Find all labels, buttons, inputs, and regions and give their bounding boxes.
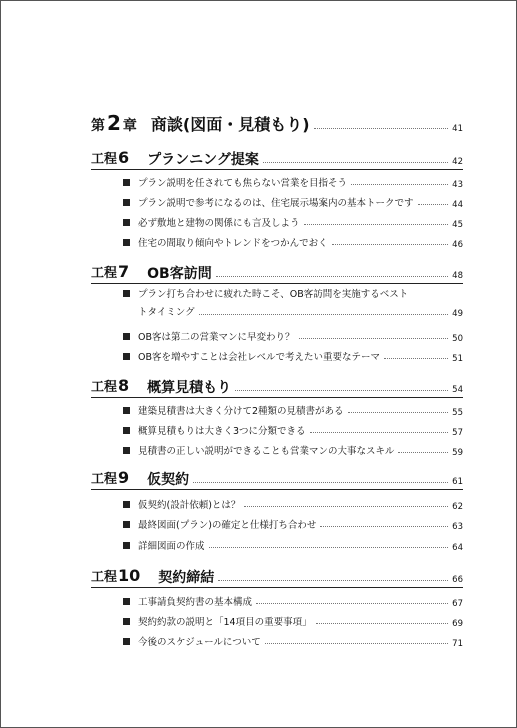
square-bullet-icon: [123, 501, 130, 508]
page-number: 51: [452, 353, 463, 364]
leader-dots: [216, 276, 448, 277]
entry-title: 概算見積もりは大きく3つに分類できる: [138, 425, 306, 437]
square-bullet-icon: [123, 598, 130, 605]
section-heading: [91, 261, 463, 284]
section-title: 仮契約: [147, 471, 190, 488]
entry-title: OB客は第二の営業マンに早変わり？: [138, 331, 295, 343]
square-bullet-icon: [123, 521, 130, 528]
square-bullet-icon: [123, 199, 130, 206]
square-bullet-icon: [123, 638, 130, 645]
page-number: 50: [452, 333, 463, 344]
entry-title: プラン打ち合わせに疲れた時こそ、OB客訪問を実施するベスト: [138, 289, 409, 300]
leader-dots: [304, 224, 449, 225]
entry-title: 詳細図面の作成: [138, 540, 205, 552]
leader-dots: [384, 358, 448, 359]
toc-entry: [123, 329, 463, 343]
leader-dots: [398, 452, 448, 453]
leader-dots: [256, 603, 448, 604]
page-number: 57: [452, 427, 463, 438]
square-bullet-icon: [123, 353, 130, 360]
square-bullet-icon: [123, 290, 130, 297]
leader-dots: [310, 432, 449, 433]
table-of-contents: [1, 1, 516, 727]
page-number: 45: [452, 219, 463, 230]
leader-dots: [418, 204, 449, 205]
toc-entry: [123, 235, 463, 249]
page-number: 42: [452, 156, 463, 167]
entry-title: プラン説明を任されても焦らない営業を目指そう: [138, 177, 348, 189]
entry-title: 工事請負契約書の基本構成: [138, 596, 253, 608]
page-number: 54: [452, 384, 463, 395]
toc-entry: [123, 175, 463, 189]
page-number: 63: [452, 521, 463, 532]
toc-entry: [123, 195, 463, 209]
leader-dots: [348, 412, 449, 413]
page-number: 71: [452, 638, 463, 649]
chapter-label: 第 2 章: [91, 111, 137, 135]
leader-dots: [263, 162, 448, 163]
entry-title: 契約約款の説明と「14項目の重要事項」: [138, 616, 312, 628]
page-number: 44: [452, 199, 463, 210]
section-label: 工程9: [91, 468, 130, 488]
entry-title: 見積書の正しい説明ができることも営業マンの大事なスキル: [138, 445, 395, 457]
entry-title: プラン説明で参考になるのは、住宅展示場案内の基本トークです: [138, 197, 414, 209]
square-bullet-icon: [123, 219, 130, 226]
leader-dots: [209, 547, 449, 548]
section-title: プランニング提案: [147, 151, 259, 168]
toc-entry: [123, 614, 463, 628]
toc-entry: [123, 497, 463, 511]
square-bullet-icon: [123, 542, 130, 549]
square-bullet-icon: [123, 618, 130, 625]
toc-entry: [123, 289, 463, 323]
page-number: 43: [452, 179, 463, 190]
page-number: 46: [452, 239, 463, 250]
section-heading: [91, 147, 463, 170]
page-number: 66: [452, 574, 463, 585]
section-heading: [91, 375, 463, 398]
toc-entry: [123, 538, 463, 552]
page-number: 59: [452, 447, 463, 458]
page-number: 67: [452, 598, 463, 609]
square-bullet-icon: [123, 333, 130, 340]
square-bullet-icon: [123, 427, 130, 434]
section-title: OB客訪問: [147, 265, 212, 282]
leader-dots: [199, 314, 449, 315]
leader-dots: [218, 580, 448, 581]
toc-entry: [123, 634, 463, 648]
leader-dots: [193, 482, 448, 483]
leader-dots: [265, 643, 448, 644]
leader-dots: [235, 390, 448, 391]
section-title: 契約締結: [158, 569, 215, 586]
chapter-title: 商談(図面・見積もり): [150, 115, 310, 134]
toc-entry: [123, 423, 463, 437]
page-number: 62: [452, 501, 463, 512]
leader-dots: [332, 244, 449, 245]
toc-entry: [123, 517, 463, 531]
section-label: 工程7: [91, 262, 130, 282]
leader-dots: [299, 338, 449, 339]
page-number: 64: [452, 542, 463, 553]
page-number: 55: [452, 407, 463, 418]
section-heading: [91, 467, 463, 490]
entry-title: 仮契約(設計依頼)とは？: [138, 499, 241, 511]
entry-title: 建築見積書は大きく分けて2種類の見積書がある: [138, 405, 344, 417]
entry-title-continued: トタイミング: [138, 307, 195, 319]
section-title: 概算見積もり: [147, 379, 232, 396]
page-number: 48: [452, 270, 463, 281]
square-bullet-icon: [123, 179, 130, 186]
entry-title: 住宅の間取り傾向やトレンドをつかんでおく: [138, 237, 328, 249]
entry-title: 必ず敷地と建物の関係にも言及しよう: [138, 217, 300, 229]
leader-dots: [314, 128, 449, 129]
chapter-heading: [91, 109, 463, 133]
section-label: 工程6: [91, 148, 130, 168]
toc-entry: [123, 349, 463, 363]
section-label: 工程8: [91, 376, 130, 396]
page-number: 69: [452, 618, 463, 629]
leader-dots: [316, 623, 449, 624]
leader-dots: [320, 526, 448, 527]
page-number: 49: [452, 309, 463, 320]
toc-entry: [123, 215, 463, 229]
toc-entry: [123, 403, 463, 417]
entry-title: OB客を増やすことは会社レベルで考えたい重要なテーマ: [138, 351, 380, 363]
page-number: 61: [452, 476, 463, 487]
toc-entry: [123, 594, 463, 608]
leader-dots: [351, 184, 448, 185]
section-heading: [91, 565, 463, 588]
square-bullet-icon: [123, 239, 130, 246]
entry-title: 今後のスケジュールについて: [138, 636, 261, 648]
section-label: 工程10: [91, 566, 141, 586]
page-number: 41: [452, 123, 463, 134]
square-bullet-icon: [123, 407, 130, 414]
entry-title: 最終図面(プラン)の確定と仕様打ち合わせ: [138, 519, 317, 531]
leader-dots: [244, 506, 448, 507]
toc-entry: [123, 443, 463, 457]
square-bullet-icon: [123, 447, 130, 454]
